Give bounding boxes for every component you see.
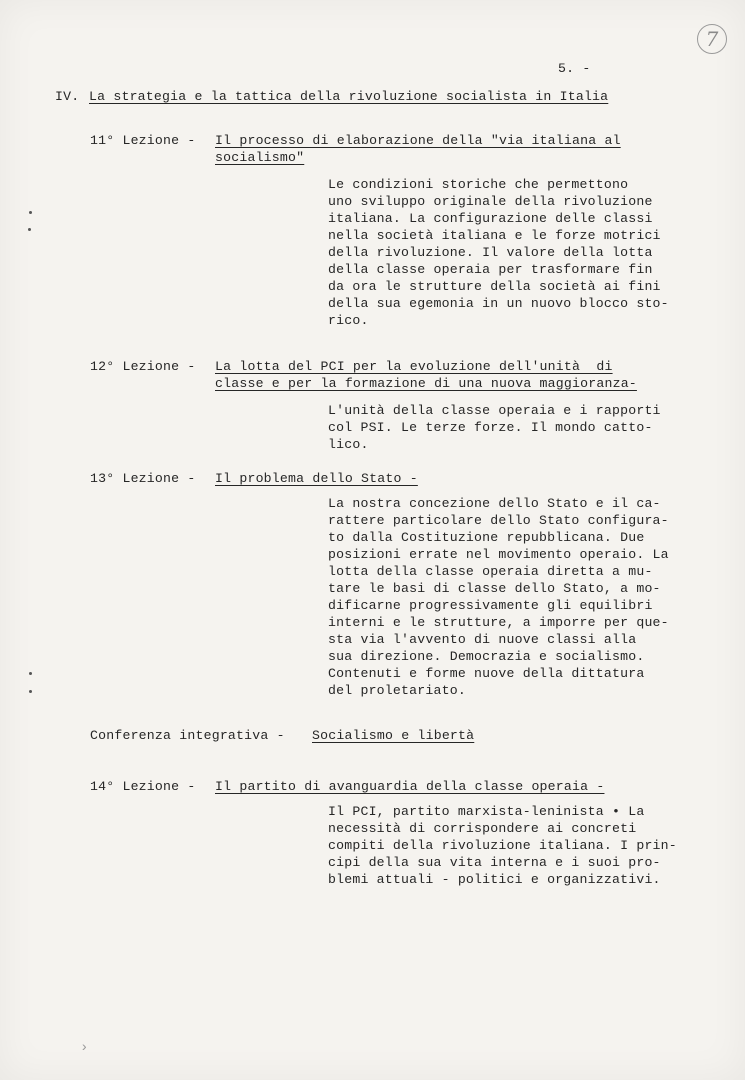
lesson-13-label: 13° Lezione - [90,471,196,486]
lesson-11-label: 11° Lezione - [90,133,196,148]
body-line: interni e le strutture, a imporre per que- [328,615,669,630]
lesson-12-title-line2: classe e per la formazione di una nuova maggioranza- [215,376,637,391]
body-line: lico. [328,437,369,452]
lesson-14-title: Il partito di avanguardia della classe operaia - [215,779,605,794]
body-line: nella società italiana e le forze motrici [328,228,661,243]
margin-speck [29,211,32,214]
body-line: della rivoluzione. Il valore della lotta [328,245,653,260]
lesson-14-label: 14° Lezione - [90,779,196,794]
body-line: Le condizioni storiche che permettono [328,177,629,192]
body-line: sua direzione. Democrazia e socialismo. [328,649,645,664]
body-line: col PSI. Le terze forze. Il mondo catto- [328,420,653,435]
lesson-13-title: Il problema dello Stato - [215,471,418,486]
body-line: rattere particolare dello Stato configura- [328,513,669,528]
body-line: compiti della rivoluzione italiana. I prin- [328,838,677,853]
body-line: rico. [328,313,369,328]
section-numeral: IV. [55,89,80,104]
body-line: necessità di corrispondere ai concreti [328,821,637,836]
lesson-11-title-line2: socialismo" [215,150,305,165]
margin-speck [29,672,32,675]
lesson-12-title-line1: La lotta del PCI per la evoluzione dell'unità di [215,359,613,374]
margin-speck [29,690,32,693]
conference-title: Socialismo e libertà [312,728,475,743]
body-line: to dalla Costituzione repubblicana. Due [328,530,645,545]
pencil-mark: › [80,1040,89,1056]
body-line: blemi attuali - politici e organizzativi. [328,872,661,887]
body-line: italiana. La configurazione delle classi [328,211,653,226]
body-line: della classe operaia per trasformare fin [328,262,653,277]
body-line: tare le basi di classe dello Stato, a mo- [328,581,661,596]
body-line: L'unità della classe operaia e i rapporti [328,403,661,418]
lesson-11-title-line1: Il processo di elaborazione della "via italiana al [215,133,621,148]
page-stamp: 7 [697,24,727,54]
body-line: uno sviluppo originale della rivoluzione [328,194,653,209]
section-title: La strategia e la tattica della rivoluzione socialista in Italia [89,89,609,104]
body-line: da ora le strutture della società ai fini [328,279,661,294]
body-line: dificarne progressivamente gli equilibri [328,598,653,613]
body-line: cipi della sua vita interna e i suoi pro- [328,855,661,870]
body-line: della sua egemonia in un nuovo blocco sto- [328,296,669,311]
margin-speck [28,228,31,231]
body-line: Contenuti e forme nuove della dittatura [328,666,645,681]
body-line: Il PCI, partito marxista-leninista • La [328,804,645,819]
body-line: sta via l'avvento di nuove classi alla [328,632,637,647]
body-line: del proletariato. [328,683,466,698]
body-line: lotta della classe operaia diretta a mu- [328,564,653,579]
body-line: posizioni errate nel movimento operaio. La [328,547,669,562]
lesson-12-label: 12° Lezione - [90,359,196,374]
body-line: La nostra concezione dello Stato e il ca- [328,496,661,511]
page-number: 5. - [558,61,591,76]
conference-label: Conferenza integrativa - [90,728,285,743]
